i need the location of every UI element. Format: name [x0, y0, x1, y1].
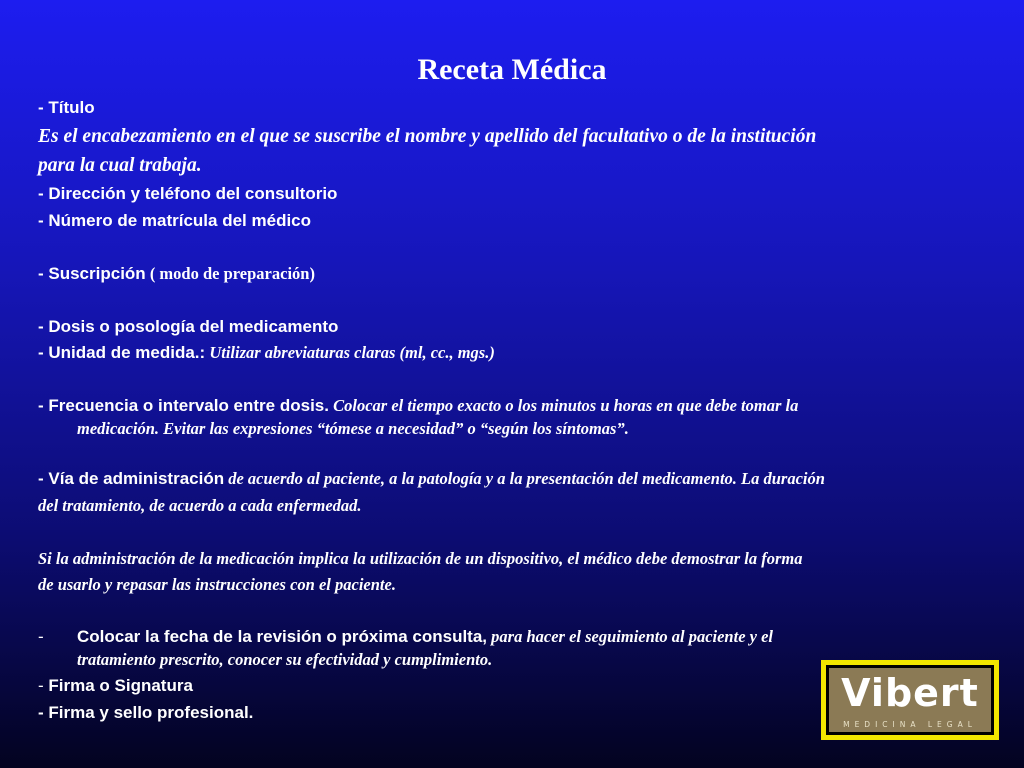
- item-sello: - Firma y sello profesional.: [38, 703, 254, 722]
- logo-subtitle: MEDICINA LEGAL: [843, 720, 977, 729]
- item-frecuencia: [38, 396, 798, 416]
- item-firma: [38, 676, 193, 696]
- fecha-label: Colocar la fecha de la revisión o próxima consulta,: [77, 627, 488, 646]
- logo-panel: [829, 668, 991, 732]
- frecuencia-note-1: Colocar el tiempo exacto o los minutos u horas en que debe tomar la: [328, 396, 799, 415]
- via-label: - Vía de administración: [38, 469, 225, 488]
- suscripcion-note: ( modo de preparación): [145, 264, 315, 283]
- frecuencia-label: - Frecuencia o intervalo entre dosis.: [38, 396, 329, 415]
- firma-label: Firma o Signatura: [48, 676, 193, 695]
- encabezamiento-line-1: Es el encabezamiento en el que se suscribe el nombre y apellido del facultativo o de la institución: [38, 126, 817, 147]
- fecha-note-1: para hacer el seguimiento al paciente y el: [487, 627, 773, 646]
- dispositivo-line-2: de usarlo y repasar las instrucciones con el paciente.: [38, 575, 396, 594]
- via-note-1: de acuerdo al paciente, a la patología y a la presentación del medicamento. La duración: [224, 469, 825, 488]
- vibert-logo: [821, 660, 999, 740]
- item-direccion: - Dirección y teléfono del consultorio: [38, 184, 338, 203]
- item-suscripcion: [38, 264, 315, 284]
- unidad-label: - Unidad de medida.:: [38, 343, 206, 362]
- via-note-2: del tratamiento, de acuerdo a cada enfermedad.: [38, 496, 362, 515]
- logo-wordmark: Vibert: [841, 671, 979, 715]
- dispositivo-line-1: Si la administración de la medicación implica la utilización de un dispositivo, el médico debe demostrar la forma: [38, 549, 803, 568]
- item-unidad: [38, 343, 495, 363]
- item-titulo: - Título: [38, 98, 95, 117]
- suscripcion-label: - Suscripción: [38, 264, 146, 283]
- slide-title: Receta Médica: [417, 53, 607, 86]
- encabezamiento-line-2: para la cual trabaja.: [38, 155, 202, 176]
- unidad-note: Utilizar abreviaturas claras (ml, cc., mgs.): [205, 343, 495, 362]
- firma-dash: -: [38, 676, 49, 695]
- item-via: [38, 469, 825, 489]
- fecha-note-2: tratamiento prescrito, conocer su efectividad y cumplimiento.: [77, 650, 493, 669]
- item-matricula: - Número de matrícula del médico: [38, 211, 312, 230]
- item-dosis: - Dosis o posología del medicamento: [38, 317, 339, 336]
- fecha-bullet: -: [38, 627, 44, 646]
- item-fecha: [77, 627, 773, 647]
- frecuencia-note-2: medicación. Evitar las expresiones “tómese a necesidad” o “según los síntomas”.: [77, 419, 629, 438]
